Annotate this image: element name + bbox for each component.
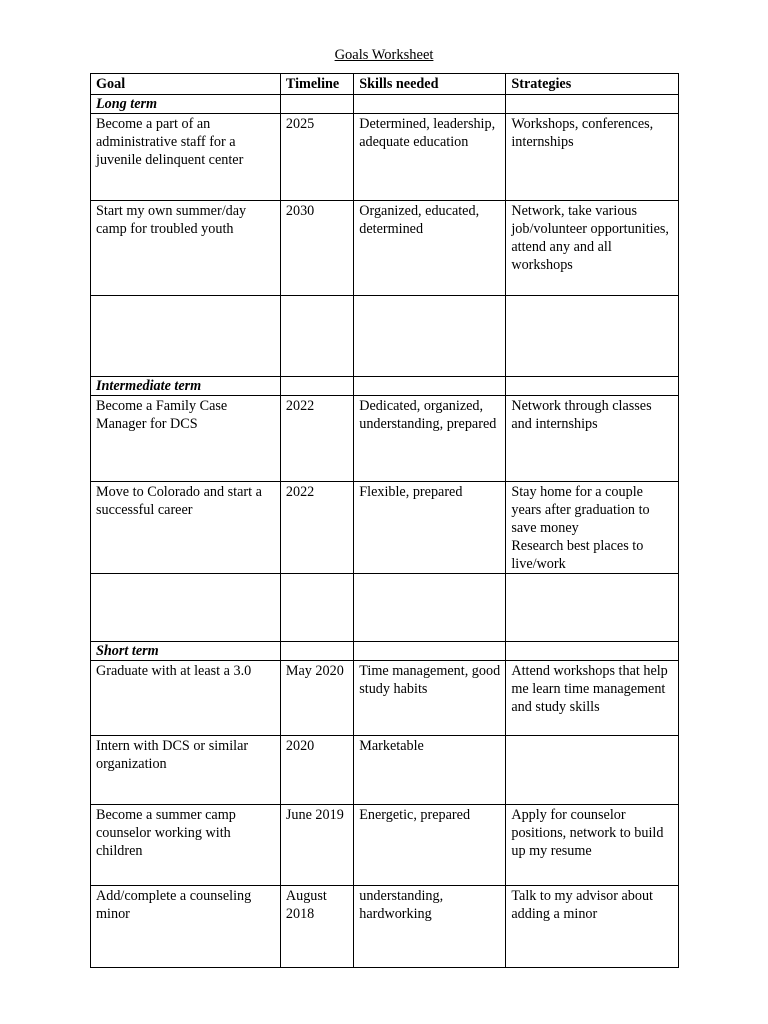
strategies-cell: Apply for counselor positions, network to build up my resume xyxy=(506,805,679,886)
skills-cell: Energetic, prepared xyxy=(354,805,506,886)
header-row xyxy=(91,74,679,95)
section-filler xyxy=(506,642,679,661)
table-row xyxy=(91,396,679,482)
section-label-short-term: Short term xyxy=(91,642,281,661)
strategies-cell xyxy=(506,296,679,377)
section-filler xyxy=(354,377,506,396)
skills-cell: Marketable xyxy=(354,736,506,805)
timeline-cell xyxy=(280,296,353,377)
skills-cell: Dedicated, organized, understanding, prepared xyxy=(354,396,506,482)
section-filler xyxy=(354,95,506,114)
goal-cell: Become a part of an administrative staff for a juvenile delinquent center xyxy=(91,114,281,201)
section-filler xyxy=(506,95,679,114)
goal-cell: Become a summer camp counselor working with children xyxy=(91,805,281,886)
goal-cell xyxy=(91,574,281,642)
table-row xyxy=(91,482,679,574)
timeline-cell: May 2020 xyxy=(280,661,353,736)
strategies-cell: Attend workshops that help me learn time management and study skills xyxy=(506,661,679,736)
skills-cell: understanding, hardworking xyxy=(354,886,506,968)
table-row-empty xyxy=(91,296,679,377)
strategies-cell: Network, take various job/volunteer opportunities, attend any and all workshops xyxy=(506,201,679,296)
goal-cell: Add/complete a counseling minor xyxy=(91,886,281,968)
table-row xyxy=(91,201,679,296)
section-row xyxy=(91,377,679,396)
strategies-cell: Workshops, conferences, internships xyxy=(506,114,679,201)
header-goal: Goal xyxy=(91,74,281,95)
table-row xyxy=(91,661,679,736)
section-filler xyxy=(506,377,679,396)
section-filler xyxy=(280,642,353,661)
goal-cell xyxy=(91,296,281,377)
skills-cell: Time management, good study habits xyxy=(354,661,506,736)
timeline-cell: June 2019 xyxy=(280,805,353,886)
skills-cell: Organized, educated, determined xyxy=(354,201,506,296)
strategies-cell xyxy=(506,574,679,642)
section-label-intermediate-term: Intermediate term xyxy=(91,377,281,396)
skills-cell: Determined, leadership, adequate education xyxy=(354,114,506,201)
section-row xyxy=(91,642,679,661)
goal-cell: Intern with DCS or similar organization xyxy=(91,736,281,805)
goal-cell: Start my own summer/day camp for troubled youth xyxy=(91,201,281,296)
section-row xyxy=(91,95,679,114)
goals-table xyxy=(90,73,679,968)
table-row xyxy=(91,736,679,805)
document-title: Goals Worksheet xyxy=(334,47,434,63)
timeline-cell: 2020 xyxy=(280,736,353,805)
goal-cell: Graduate with at least a 3.0 xyxy=(91,661,281,736)
skills-cell: Flexible, prepared xyxy=(354,482,506,574)
strategies-cell xyxy=(506,736,679,805)
timeline-cell: 2022 xyxy=(280,396,353,482)
header-strategies: Strategies xyxy=(506,74,679,95)
skills-cell xyxy=(354,574,506,642)
table-row-empty xyxy=(91,574,679,642)
table-row xyxy=(91,805,679,886)
goal-cell: Move to Colorado and start a successful career xyxy=(91,482,281,574)
strategies-cell: Talk to my advisor about adding a minor xyxy=(506,886,679,968)
goal-cell: Become a Family Case Manager for DCS xyxy=(91,396,281,482)
timeline-cell xyxy=(280,574,353,642)
timeline-cell: 2030 xyxy=(280,201,353,296)
section-filler xyxy=(354,642,506,661)
section-filler xyxy=(280,377,353,396)
table-row xyxy=(91,886,679,968)
timeline-cell: 2022 xyxy=(280,482,353,574)
section-label-long-term: Long term xyxy=(91,95,281,114)
strategies-cell: Stay home for a couple years after graduation to save money Research best places to live/work xyxy=(506,482,679,574)
timeline-cell: 2025 xyxy=(280,114,353,201)
skills-cell xyxy=(354,296,506,377)
header-timeline: Timeline xyxy=(280,74,353,95)
timeline-cell: August 2018 xyxy=(280,886,353,968)
strategies-cell: Network through classes and internships xyxy=(506,396,679,482)
header-skills: Skills needed xyxy=(354,74,506,95)
table-row xyxy=(91,114,679,201)
section-filler xyxy=(280,95,353,114)
